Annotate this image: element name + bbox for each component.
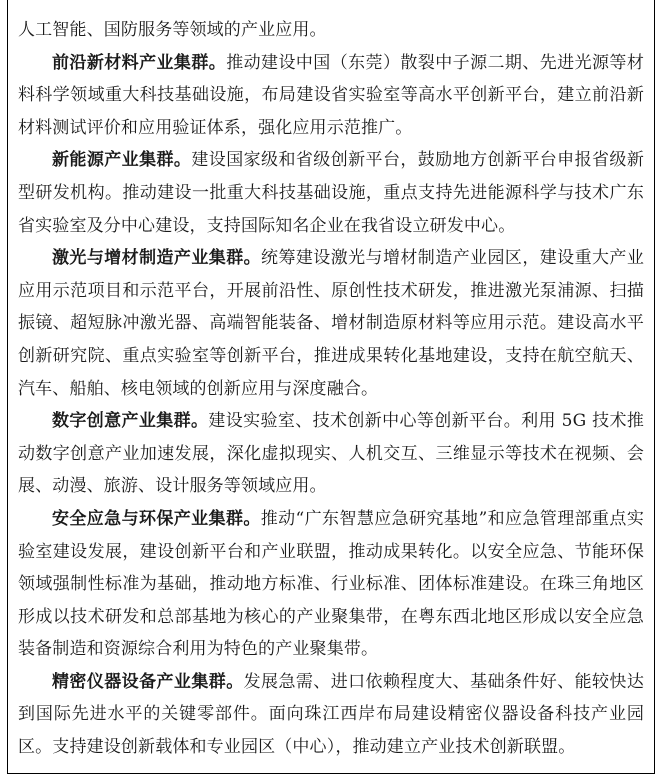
cluster-heading: 前沿新材料产业集群。: [52, 52, 227, 73]
cluster-body: 建设国家级和省级创新平台，鼓励地方创新平台申报省级新型研发机构。推动建设一批重大科技基础设施，重点支持先进能源科学与技术广东省实验室及分中心建设，支持国际知名企业在我省设立研发中心。: [18, 150, 644, 236]
cluster-body: 统筹建设激光与增材制造产业园区，建设重大产业应用示范项目和示范平台，开展前沿性、原创性技术研发，推进激光泵浦源、扫描振镜、超短脉冲激光器、高端智能装备、增材制造原材料等应用示范。建设高水平创新研究院、重点实验室等创新平台，推进成果转化基地建设，支持在航空航天、汽车、船舶、核电领域的创新应用与深度融合。: [18, 248, 644, 399]
cluster-paragraph-safety-environment: [18, 503, 644, 666]
cluster-body: 推动“广东智慧应急研究基地”和应急管理部重点实验室建设发展，建设创新平台和产业联盟，推动成果转化。以安全应急、节能环保领域强制性标准为基础，推动地方标准、行业标准、团体标准建设。在珠三角地区形成以技术研发和总部基地为核心的产业聚集带，在粤东西北地区形成以安全应急装备制造和资源综合利用为特色的产业聚集带。: [18, 508, 644, 660]
cluster-paragraph-new-energy: [18, 144, 644, 242]
cluster-heading: 安全应急与环保产业集群。: [52, 508, 261, 529]
cluster-body: 推动建设中国（东莞）散裂中子源二期、先进光源等材料科学领域重大科技基础设施，布局建设省实验室等高水平创新平台，建立前沿新材料测试评价和应用验证体系，强化应用示范推广。: [18, 52, 644, 138]
cluster-paragraph-advanced-materials: [18, 47, 644, 145]
intro-paragraph-tail: 人工智能、国防服务等领域的产业应用。: [18, 20, 327, 40]
cluster-heading: 新能源产业集群。: [52, 150, 192, 171]
cluster-paragraph-precision-instruments: [18, 666, 644, 764]
cluster-paragraph-digital-creative: [18, 405, 644, 503]
cluster-heading: 精密仪器设备产业集群。: [52, 671, 244, 692]
cluster-body: 发展急需、进口依赖程度大、基础条件好、能较快达到国际先进水平的关键零部件。面向珠江西岸布局建设精密仪器设备科技产业园区。支持建设创新载体和专业园区（中心），推动建立产业技术创新联盟。: [18, 671, 645, 758]
cluster-heading: 数字创意产业集群。: [52, 411, 209, 432]
cluster-paragraph-laser-additive: [18, 242, 644, 405]
cluster-body: 建设实验室、技术创新中心等创新平台。利用 5G 技术推动数字创意产业加速发展，深化虚拟现实、人机交互、三维显示等技术在视频、会展、动漫、旅游、设计服务等领域应用。: [18, 411, 644, 497]
text-box: [7, 0, 655, 774]
cluster-heading: 激光与增材制造产业集群。: [52, 248, 262, 269]
